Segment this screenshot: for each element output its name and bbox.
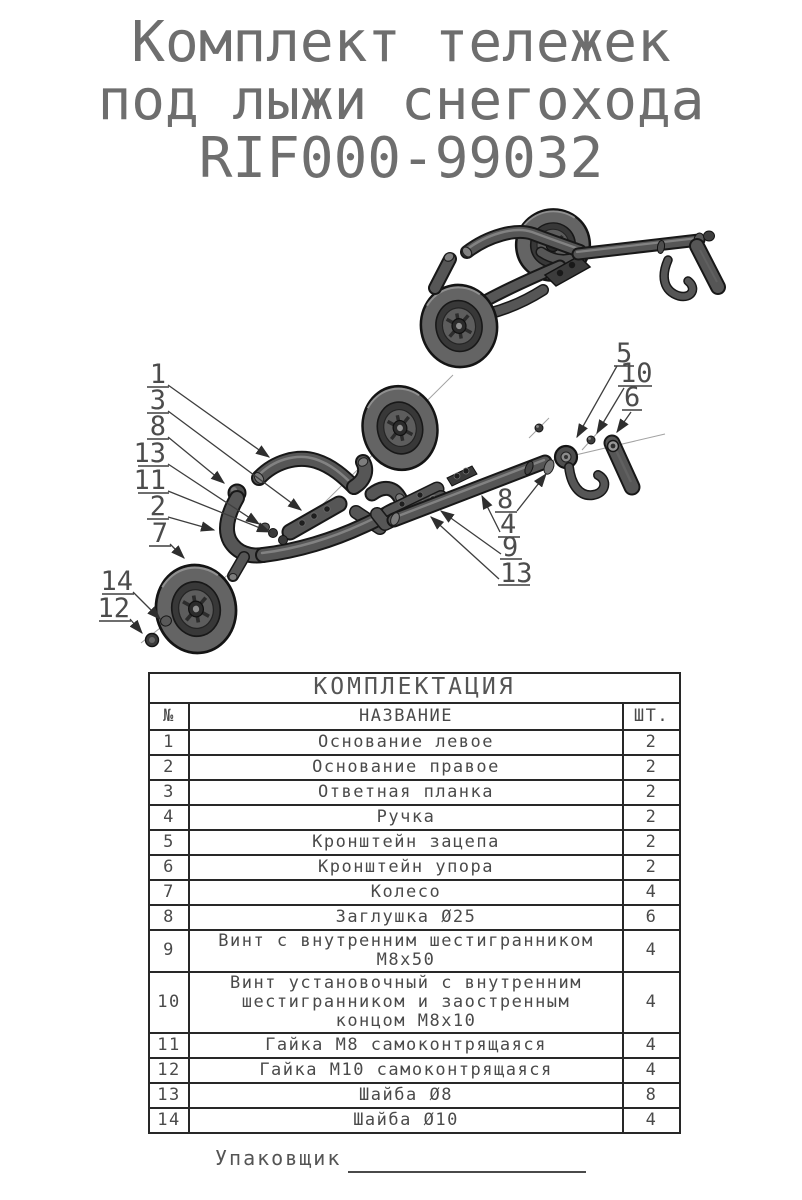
part-qty: 2	[623, 855, 680, 880]
callout-10: 10	[620, 358, 653, 389]
table-row	[149, 1033, 680, 1058]
part-name: Винт установочный с внутренним шестигранником и заостренным концом М8х10	[189, 972, 623, 1033]
callout-11: 11	[133, 465, 166, 496]
callout-13b: 13	[500, 558, 533, 589]
part-name: Заглушка Ø25	[189, 905, 623, 930]
part-name: Винт с внутренним шестигранником М8х50	[189, 930, 623, 972]
part-qty: 2	[623, 830, 680, 855]
part-number: 9	[149, 930, 189, 972]
callout-7: 7	[151, 518, 168, 549]
table-row	[149, 972, 680, 1033]
callout-3: 3	[149, 385, 166, 416]
part-qty: 4	[623, 1033, 680, 1058]
part-number: 2	[149, 755, 189, 780]
part-number: 13	[149, 1083, 189, 1108]
packer-signature-line	[348, 1171, 586, 1173]
table-row	[149, 855, 680, 880]
part-number: 5	[149, 830, 189, 855]
table-row	[149, 805, 680, 830]
table-row	[149, 905, 680, 930]
part-name: Гайка М10 самоконтрящаяся	[189, 1058, 623, 1083]
document-title	[0, 10, 802, 191]
part-qty: 2	[623, 805, 680, 830]
part-name: Колесо	[189, 880, 623, 905]
part-qty: 4	[623, 1108, 680, 1133]
part-qty: 4	[623, 930, 680, 972]
callout-6: 6	[624, 382, 641, 413]
callout-8: 8	[149, 411, 166, 442]
part-name: Ответная планка	[189, 780, 623, 805]
column-header-name: НАЗВАНИЕ	[189, 703, 623, 730]
nut-m8	[269, 529, 278, 538]
callout-5: 5	[616, 338, 633, 369]
table-row	[149, 1108, 680, 1133]
part-qty: 4	[623, 1058, 680, 1083]
callout-4: 4	[500, 509, 517, 540]
part-number: 6	[149, 855, 189, 880]
part-number: 8	[149, 905, 189, 930]
part-name: Основание правое	[189, 755, 623, 780]
table-row	[149, 930, 680, 972]
table-row	[149, 1058, 680, 1083]
callout-12: 12	[97, 593, 130, 624]
part-number: 1	[149, 730, 189, 755]
part-name: Кронштейн зацепа	[189, 830, 623, 855]
parts-table	[148, 672, 681, 1134]
set-screw-right	[587, 436, 595, 444]
assembled-trolley-view	[414, 205, 718, 374]
callout-13: 13	[133, 438, 166, 469]
part-number: 10	[149, 972, 189, 1033]
part-number: 11	[149, 1033, 189, 1058]
part-name: Гайка М8 самоконтрящаяся	[189, 1033, 623, 1058]
part-qty: 8	[623, 1083, 680, 1108]
column-header-number: №	[149, 703, 189, 730]
callout-9: 9	[502, 532, 519, 563]
callout-8b: 8	[497, 484, 514, 515]
callout-14: 14	[100, 566, 133, 597]
part-name: Шайба Ø10	[189, 1108, 623, 1133]
column-header-qty: ШТ.	[623, 703, 680, 730]
part-qty: 4	[623, 880, 680, 905]
part-name: Шайба Ø8	[189, 1083, 623, 1108]
set-screw-left	[535, 424, 543, 432]
table-row	[149, 830, 680, 855]
table-row	[149, 880, 680, 905]
part-qty: 2	[623, 755, 680, 780]
part-qty: 4	[623, 972, 680, 1033]
part-number: 7	[149, 880, 189, 905]
part-qty: 2	[623, 730, 680, 755]
exploded-view-diagram	[0, 190, 802, 672]
callout-2: 2	[149, 491, 166, 522]
part-number: 4	[149, 805, 189, 830]
part-name: Кронштейн упора	[189, 855, 623, 880]
callout-1: 1	[149, 359, 166, 390]
table-row	[149, 755, 680, 780]
part-number: 3	[149, 780, 189, 805]
part-number: 14	[149, 1108, 189, 1133]
part-qty: 2	[623, 780, 680, 805]
part-name: Ручка	[189, 805, 623, 830]
packer-label: Упаковщик	[215, 1146, 342, 1170]
title-line-1: Комплект тележек	[131, 10, 671, 75]
table-title: КОМПЛЕКТАЦИЯ	[149, 673, 680, 703]
table-row	[149, 1083, 680, 1108]
part-number: 12	[149, 1058, 189, 1083]
part-name: Основание левое	[189, 730, 623, 755]
part-qty: 6	[623, 905, 680, 930]
parts-table-body	[149, 730, 680, 1133]
table-row	[149, 730, 680, 755]
table-row	[149, 780, 680, 805]
title-line-3: RIF000-99032	[198, 126, 604, 191]
title-line-2: под лыжи снегохода	[97, 68, 705, 133]
